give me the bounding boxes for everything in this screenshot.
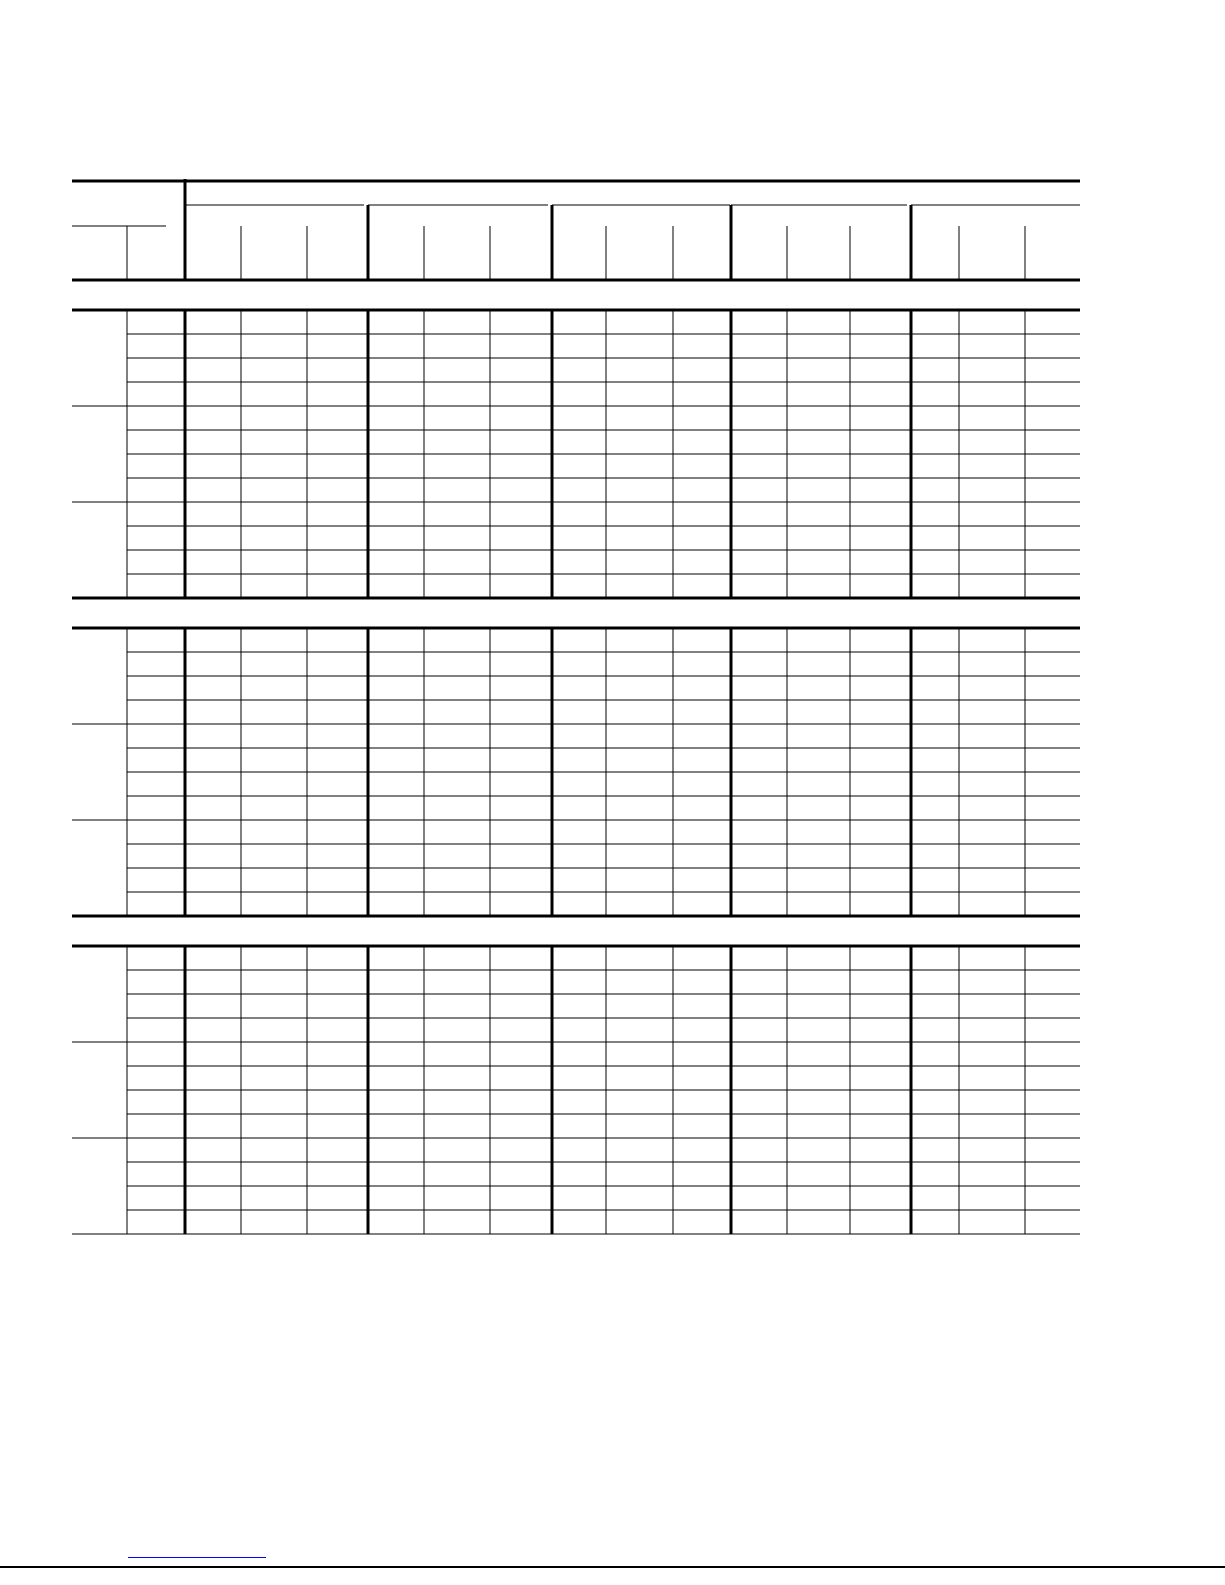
footnote-link-rule [128, 1557, 266, 1558]
page-bottom-rule [0, 1566, 1225, 1568]
